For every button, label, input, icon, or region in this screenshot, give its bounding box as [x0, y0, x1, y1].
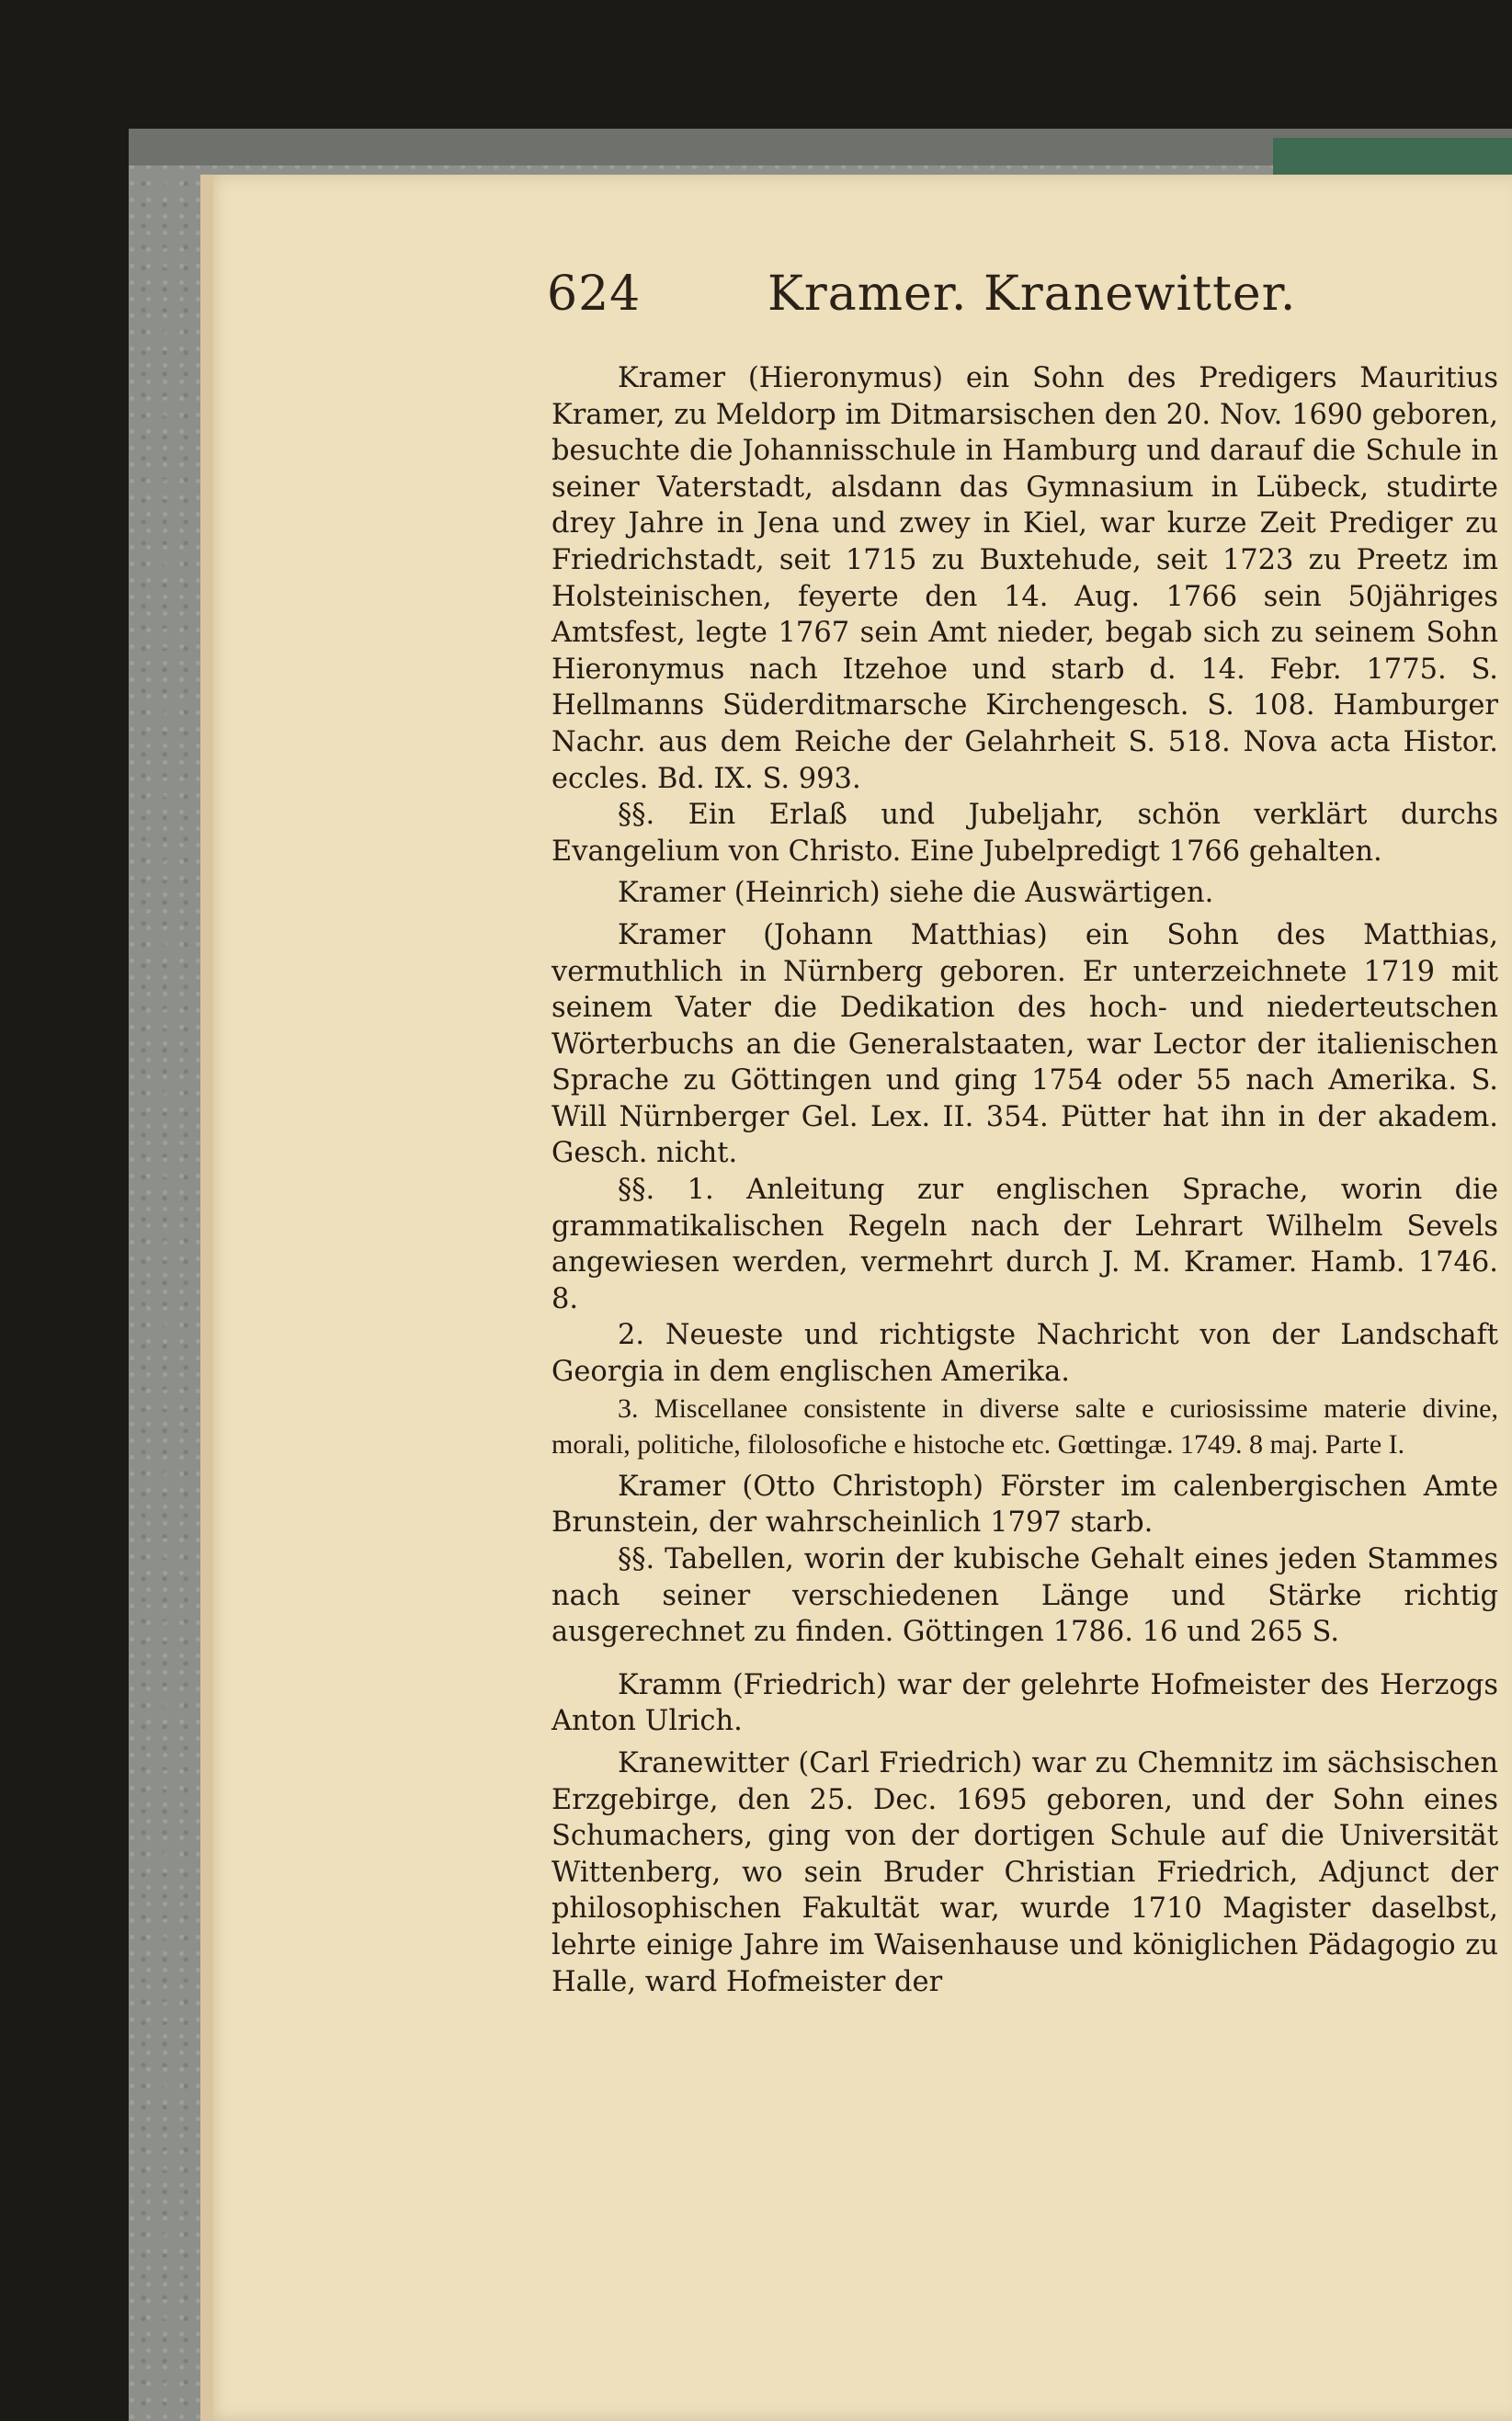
entry-kramer-johann-matthias: Kramer (Johann Matthias) ein Sohn des Matthias, vermuthlich in Nürnberg geboren. Er unterzeichnete 1719 mit seinem Vater die Dedikation des hoch- und niederteutschen Wörterbuchs an die Generalstaaten, war Lector der italienischen Sprache zu Göttingen und ging 1754 oder 55 nach Amerika. S. Will Nürnberger Gel. Lex. II. 354. Pütter hat ihn in der akadem. Gesch. nicht.	[551, 918, 1498, 1170]
entry-kramm-friedrich: Kramm (Friedrich) war der gelehrte Hofmeister des Herzogs Anton Ulrich.	[551, 1668, 1498, 1738]
entry-kramer-otto-christoph: Kramer (Otto Christoph) Förster im calenbergischen Amte Brunstein, der wahrscheinlich 1797 starb.	[551, 1470, 1498, 1540]
ribbon-strip	[1273, 138, 1512, 175]
works-kramer-johann-matthias-2: 2. Neueste und richtigste Nachricht von der Landschaft Georgia in dem englischen Amerika.	[551, 1319, 1498, 1389]
works-kramer-johann-matthias-3: 3. Miscellanee consistente in diverse salte e curiosissime materie divine, morali, politiche, filolosofiche e histoche etc. Gœttingæ. 1749. 8 maj. Parte I.	[551, 1392, 1498, 1461]
page-gutter-shadow	[200, 175, 213, 2421]
works-kramer-otto-christoph: §§. Tabellen, worin der kubische Gehalt eines jeden Stammes nach seiner verschiedenen Länge und Stärke richtig ausgerechnet zu finden. Göttingen 1786. 16 und 265 S.	[551, 1543, 1498, 1649]
works-kramer-johann-matthias-1: §§. 1. Anleitung zur englischen Sprache, worin die grammatikalischen Regeln nach der Lehrart Wilhelm Sevels angewiesen werden, vermehrt durch J. M. Kramer. Hamb. 1746. 8.	[551, 1174, 1498, 1315]
page-number: 624	[547, 267, 642, 322]
page-body	[551, 360, 1498, 2000]
works-kramer-hieronymus: §§. Ein Erlaß und Jubeljahr, schön verklärt durchs Evangelium von Christo. Eine Jubelpredigt 1766 gehalten.	[551, 799, 1498, 868]
entry-kranewitter-carl-friedrich: Kranewitter (Carl Friedrich) war zu Chemnitz im sächsischen Erzgebirge, den 25. Dec. 1695 geboren, und der Sohn eines Schumachers, ging von der dortigen Schule auf die Universität Wittenberg, wo sein Bruder Christian Friedrich, Adjunct der philosophischen Fakultät war, wurde 1710 Magister daselbst, lehrte einige Jahre im Waisenhause und königlichen Pädagogio zu Halle, ward Hofmeister der	[551, 1746, 1498, 1998]
entry-kramer-heinrich: Kramer (Heinrich) siehe die Auswärtigen.	[618, 877, 1214, 910]
entry-kramer-hieronymus: Kramer (Hieronymus) ein Sohn des Predigers Mauritius Kramer, zu Meldorp im Ditmarsischen den 20. Nov. 1690 geboren, besuchte die Johannisschule in Hamburg und darauf die Schule in seiner Vaterstadt, alsdann das Gymnasium in Lübeck, studirte drey Jahre in Jena und zwey in Kiel, war kurze Zeit Prediger zu Friedrichstadt, seit 1715 zu Buxtehude, seit 1723 zu Preetz im Holsteinischen, feyerte den 14. Aug. 1766 sein 50jähriges Amtsfest, legte 1767 sein Amt nieder, begab sich zu seinem Sohn Hieronymus nach Itzehoe und starb d. 14. Febr. 1775. S. Hellmanns Süderditmarsche Kirchengesch. S. 108. Hamburger Nachr. aus dem Reiche der Gelahrheit S. 518. Nova acta Histor. eccles. Bd. IX. S. 993.	[551, 362, 1498, 795]
page-header	[547, 267, 1503, 340]
running-title: Kramer. Kranewitter.	[767, 267, 1297, 322]
